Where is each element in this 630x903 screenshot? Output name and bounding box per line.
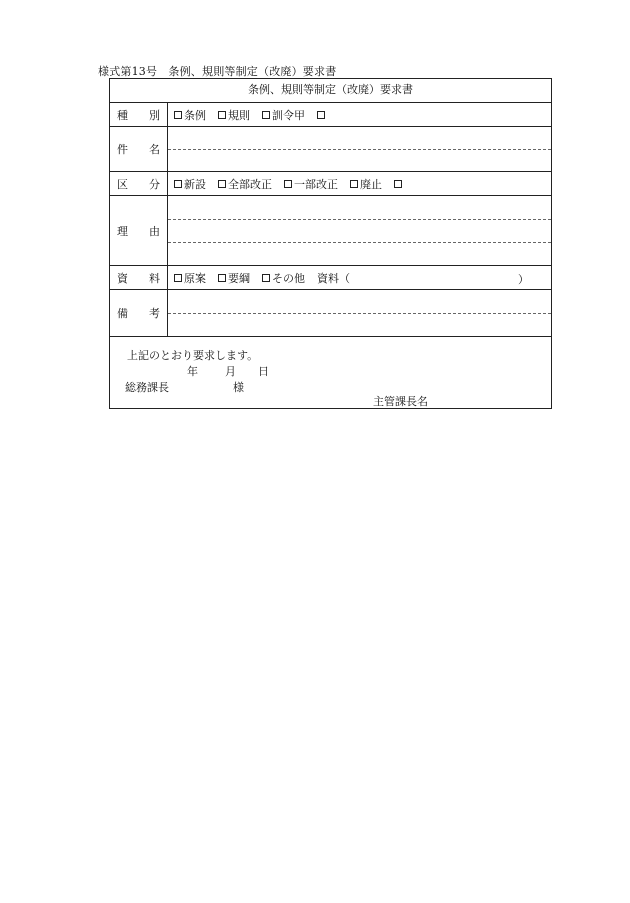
division-option-abolish[interactable]: 廃止 — [350, 176, 382, 192]
form-footer — [110, 337, 551, 409]
type-options — [168, 103, 551, 126]
division-option-full-revision[interactable]: 全部改正 — [218, 176, 272, 192]
checkbox-icon[interactable] — [174, 274, 182, 282]
remarks-field[interactable] — [168, 290, 551, 336]
materials-option-draft[interactable]: 原案 — [174, 270, 206, 286]
type-option-ordinance[interactable]: 条例 — [174, 107, 206, 123]
materials-row — [110, 266, 551, 290]
division-label — [110, 172, 168, 195]
form-number-caption: 様式第13号 条例、規則等制定（改廃）要求書 — [98, 65, 337, 78]
signer-name: 主管課長名 — [373, 395, 428, 408]
type-label-a: 種 — [117, 108, 128, 122]
checkbox-icon[interactable] — [174, 111, 182, 119]
materials-other-text: 資料（ — [317, 271, 350, 285]
checkbox-icon[interactable] — [262, 274, 270, 282]
checkbox-icon[interactable] — [317, 111, 325, 119]
type-option-directive[interactable]: 訓令甲 — [262, 107, 305, 123]
checkbox-icon[interactable] — [174, 180, 182, 188]
dotted-line — [168, 242, 551, 243]
form-title: 条例、規則等制定（改廃）要求書 — [110, 79, 551, 103]
dotted-line — [168, 313, 551, 314]
division-label-a: 区 — [117, 177, 128, 191]
subject-label-b: 名 — [149, 143, 160, 156]
checkbox-icon[interactable] — [218, 111, 226, 119]
reason-row — [110, 196, 551, 266]
checkbox-icon[interactable] — [262, 111, 270, 119]
request-form — [109, 78, 552, 409]
division-option-partial-revision[interactable]: 一部改正 — [284, 176, 338, 192]
type-option-regulation[interactable]: 規則 — [218, 107, 250, 123]
type-label-b: 別 — [149, 108, 160, 122]
division-row — [110, 172, 551, 196]
remarks-row — [110, 290, 551, 337]
subject-row — [110, 127, 551, 172]
remarks-label-b: 考 — [149, 307, 160, 320]
honorific: 様 — [233, 381, 244, 394]
division-options — [168, 172, 551, 195]
materials-close-paren: ） — [518, 273, 529, 286]
checkbox-icon[interactable] — [350, 180, 358, 188]
dotted-line — [168, 219, 551, 220]
date-year: 年 — [187, 365, 198, 378]
reason-label-b: 由 — [149, 224, 160, 238]
materials-label-b: 料 — [149, 271, 160, 285]
checkbox-icon[interactable] — [218, 274, 226, 282]
materials-label-a: 資 — [117, 271, 128, 285]
materials-option-outline[interactable]: 要綱 — [218, 270, 250, 286]
remarks-label-a: 備 — [117, 307, 128, 320]
subject-label-a: 件 — [117, 143, 128, 156]
remarks-label — [110, 290, 168, 336]
materials-option-other[interactable]: その他 — [262, 270, 305, 286]
date-day: 日 — [258, 365, 269, 378]
reason-label — [110, 196, 168, 265]
type-option-blank[interactable] — [317, 111, 327, 119]
request-statement: 上記のとおり要求します。 — [127, 349, 259, 362]
addressee: 総務課長 — [125, 381, 169, 394]
checkbox-icon[interactable] — [394, 180, 402, 188]
division-label-b: 分 — [149, 177, 160, 191]
subject-field[interactable] — [168, 127, 551, 171]
division-option-blank[interactable] — [394, 180, 404, 188]
checkbox-icon[interactable] — [218, 180, 226, 188]
reason-field[interactable] — [168, 196, 551, 265]
dotted-line — [168, 149, 551, 150]
subject-label — [110, 127, 168, 171]
type-row — [110, 103, 551, 127]
checkbox-icon[interactable] — [284, 180, 292, 188]
division-option-new[interactable]: 新設 — [174, 176, 206, 192]
date-month: 月 — [225, 365, 236, 378]
materials-label — [110, 266, 168, 289]
materials-options — [168, 266, 551, 289]
type-label — [110, 103, 168, 126]
reason-label-a: 理 — [117, 224, 128, 238]
